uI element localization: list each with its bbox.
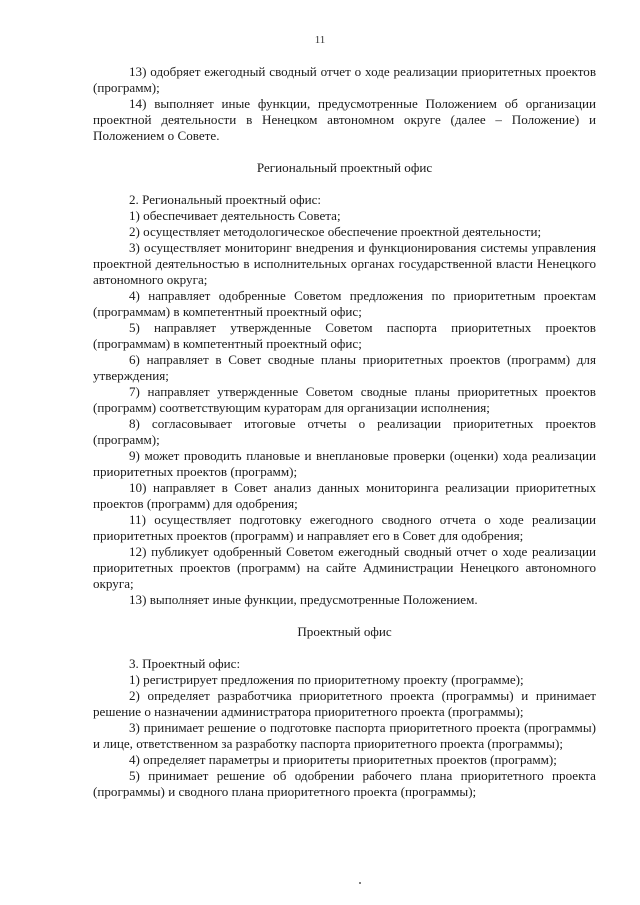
list-item: 3) осуществляет мониторинг внедрения и функционирования системы управления проектной деятельностью в исполнительных органах государственной власти Ненецкого автономного округа; [93, 240, 596, 287]
list-item: 6) направляет в Совет сводные планы приоритетных проектов (программ) для утверждения; [93, 352, 596, 383]
list-item: 12) публикует одобренный Советом ежегодный сводный отчет о ходе реализации приоритетных проектов (программ) на сайте Администрации Ненецкого автономного округа; [93, 544, 596, 591]
list-item: 5) принимает решение об одобрении рабочего плана приоритетного проекта (программы) и сводного плана приоритетного проекта (программы); [93, 768, 596, 799]
section-heading-project-office: Проектный офис [297, 624, 392, 639]
list-item: 2) осуществляет методологическое обеспечение проектной деятельности; [129, 224, 542, 239]
list-item: 8) согласовывает итоговые отчеты о реализации приоритетных проектов (программ); [93, 416, 596, 447]
list-item: 3) принимает решение о подготовке паспорта приоритетного проекта (программы) и лице, ответственном за разработку паспорта приоритетного проекта (программы); [93, 720, 596, 751]
list-item: 4) направляет одобренные Советом предложения по приоритетным проектам (программам) в компетентный проектный офис; [93, 288, 596, 319]
list-item: 1) обеспечивает деятельность Совета; [129, 208, 341, 223]
scan-dot [359, 882, 361, 884]
list-item: 1) регистрирует предложения по приоритетному проекту (программе); [129, 672, 524, 687]
list-item: 2) определяет разработчика приоритетного проекта (программы) и принимает решение о назначении администратора приоритетного проекта (программы); [93, 688, 596, 719]
list-item: 10) направляет в Совет анализ данных мониторинга реализации приоритетных проектов (программ) для одобрения; [93, 480, 596, 511]
list-item: 5) направляет утвержденные Советом паспорта приоритетных проектов (программам) в компетентный проектный офис; [93, 320, 596, 351]
document-body [93, 64, 596, 800]
page-number: 11 [314, 34, 326, 46]
list-item: 7) направляет утвержденные Советом сводные планы приоритетных проектов (программ) соответствующим кураторам для организации исполнения; [93, 384, 596, 415]
list-item: 11) осуществляет подготовку ежегодного сводного отчета о ходе реализации приоритетных проектов (программ) и направляет его в Совет для одобрения; [93, 512, 596, 543]
list-item: 9) может проводить плановые и внеплановые проверки (оценки) хода реализации приоритетных проектов (программ); [93, 448, 596, 479]
list-item: 13) одобряет ежегодный сводный отчет о ходе реализации приоритетных проектов (программ); [93, 64, 596, 95]
section-lead: 3. Проектный офис: [129, 656, 241, 671]
section-lead: 2. Региональный проектный офис: [129, 192, 322, 207]
list-item: 4) определяет параметры и приоритеты приоритетных проектов (программ); [129, 752, 557, 767]
list-item: 13) выполняет иные функции, предусмотренные Положением. [129, 592, 478, 607]
list-item: 14) выполняет иные функции, предусмотренные Положением об организации проектной деятельности в Ненецком автономном округе (далее – Положение) и Положением о Совете. [93, 96, 596, 143]
section-heading-regional-office: Региональный проектный офис [256, 160, 433, 175]
